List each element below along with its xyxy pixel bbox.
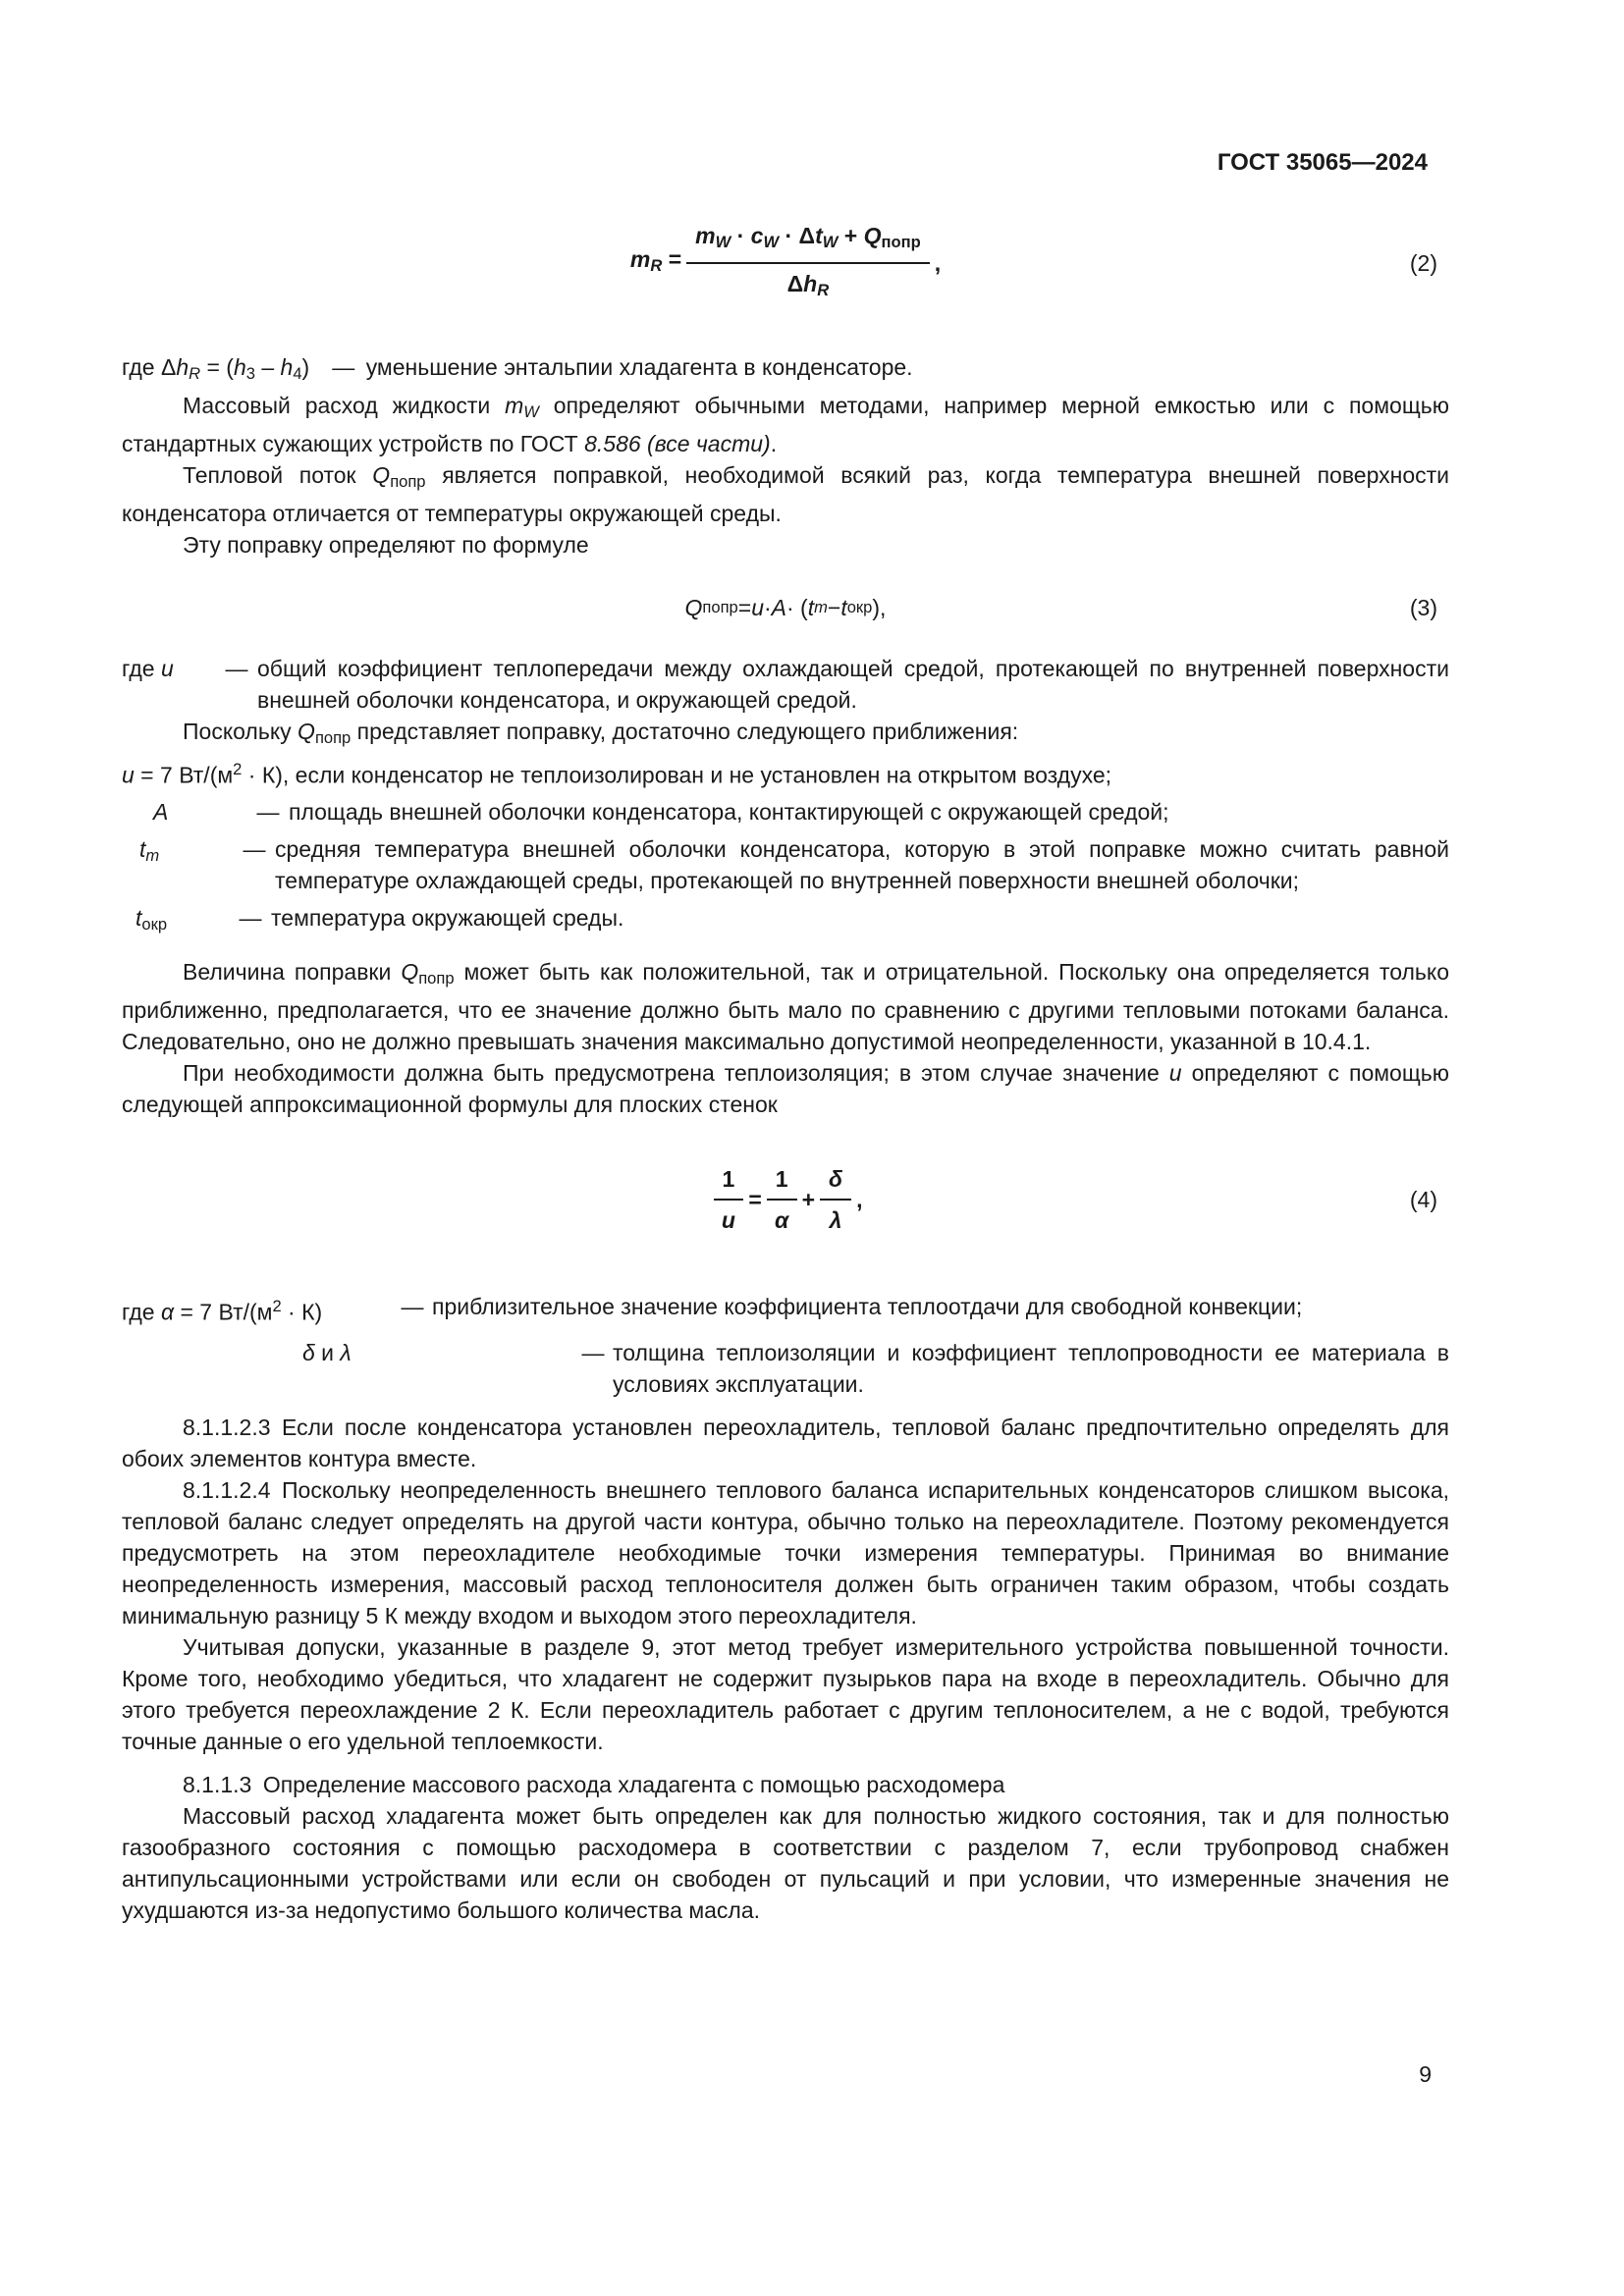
paragraph-mass-flow: Массовый расход жидкости mW определяют обычными методами, например мерной емкостью или с помощью стандартных сужающих устройств по ГОСТ 8.586 (все части). (122, 392, 1449, 456)
paragraph-formula3-intro: Эту поправку определяют по формуле (183, 531, 589, 558)
definition-u (122, 653, 1449, 716)
where-clause-formula-2: где ΔhR = (h3 – h4) — уменьшение энтальпии хладагента в конденсаторе. (122, 353, 913, 383)
formula-3-equation: Q попр = u · A · ( t m − t окр ), (684, 594, 887, 620)
section-8-1-1-2-3: 8.1.1.2.3 Если после конденсатора установлен переохладитель, тепловой баланс предпочтительно определять для обоих элементов контура вместе. (122, 1415, 1449, 1472)
definition-tm-dash: — (243, 836, 266, 863)
formula-3 (122, 582, 1449, 633)
definition-delta-lambda (122, 1337, 1449, 1400)
formula-4-frac2-num: 1 (767, 1163, 797, 1201)
formula-2-lhs: mR = (629, 246, 682, 276)
paragraph-uchityvaya: Учитывая допуски, указанные в разделе 9, этот метод требует измерительного устройства повышенной точности. Кроме того, необходимо убедиться, что хладагент не содержит пузырьков пара на входе в переохладитель. Обычно для этого требуется переохлаждение 2 К. Если переохладитель работает с другим теплоносителем, а не с водой, требуются точные данные о его удельной теплоемкости. (122, 1634, 1449, 1755)
definition-alpha-dash: — (401, 1294, 424, 1320)
definition-delta-lambda-dash: — (581, 1340, 605, 1366)
section-8-1-1-3: 8.1.1.3 Определение массового расхода хладагента с помощью расходомера (183, 1772, 1005, 1798)
formula-4-fraction-3 (820, 1163, 851, 1236)
section-8-1-1-2-4: 8.1.1.2.4 Поскольку неопределенность внешнего теплового баланса испарительных конденсаторов слишком высока, тепловой баланс следует определять на другой части контура, обычно только на переохладителе. Поэтому рекомендуется предусмотреть на этом переохладителе необходимые точки измерения температуры. Принимая во внимание неопределенность измерения, массовый расход теплоносителя должен быть ограничен таким образом, чтобы создать минимальную разницу 5 К между входом и выходом этого переохладителя. (122, 1477, 1449, 1629)
formula-2 (122, 218, 1449, 308)
page-number: 9 (1419, 2061, 1432, 2087)
definition-delta-lambda-symbol: δ и λ (302, 1340, 352, 1366)
formula-3-number: (3) (1409, 594, 1437, 620)
formula-4 (122, 1163, 1449, 1236)
definition-tokr-text: температура окружающей среды. (271, 905, 624, 932)
definition-u-text: общий коэффициент теплопередачи между охлаждающей средой, протекающей по внутренней поверхности внешней оболочки конденсатора, и окружающей средой. (257, 655, 1449, 713)
line-u-equals-7: u = 7 $Вт/(м^2 \cdot К)$, если конденсатор не теплоизолирован и не установлен на открытом воздухе; (122, 759, 1112, 788)
definition-u-dash: — (225, 655, 248, 681)
formula-2-fraction (686, 220, 930, 306)
formula-2-numerator: mW · cW · ΔtW + Qпопр (686, 220, 930, 264)
formula-4-frac1-num: 1 (714, 1163, 744, 1201)
definition-u-symbol: где u (122, 655, 174, 681)
definition-area-text: площадь внешней оболочки конденсатора, контактирующей с окружающей средой; (289, 799, 1169, 826)
definition-delta-lambda-text: толщина теплоизоляции и коэффициент теплопроводности ее материала в условиях эксплуатации. (613, 1340, 1449, 1398)
formula-4-fraction-1 (714, 1163, 744, 1236)
paragraph-poskolku: Поскольку Qпопр представляет поправку, достаточно следующего приближения: (183, 718, 1019, 747)
formula-4-comma: , (856, 1187, 863, 1213)
formula-4-equation (709, 1163, 863, 1236)
formula-4-frac2-den: α (775, 1207, 789, 1234)
definition-alpha-text: приблизительное значение коэффициента теплоотдачи для свободной конвекции; (432, 1294, 1303, 1320)
formula-4-equals: = (748, 1187, 762, 1213)
formula-4-number: (4) (1409, 1187, 1437, 1213)
definition-area (122, 796, 1449, 828)
formula-2-comma: , (934, 249, 942, 276)
formula-4-frac3-num: δ (820, 1163, 851, 1201)
definition-alpha-symbol: где α = 7 $Вт/(м^2 \cdot К)$ (122, 1297, 323, 1325)
document-content (122, 147, 1449, 1926)
definition-tokr-symbol: tокр (135, 905, 168, 934)
paragraph-heat-flux: Тепловой поток Qпопр является поправкой, необходимой всякий раз, когда температура внешней поверхности конденсатора отличается от температуры окружающей среды. (122, 461, 1449, 526)
formula-2-equation (630, 220, 941, 306)
definition-alpha (122, 1291, 1449, 1327)
definition-tm-symbol: tm (139, 836, 160, 866)
formula-4-frac1-den: u (721, 1207, 735, 1234)
definition-tm-text: средняя температура внешней оболочки конденсатора, которую в этой поправке можно считать равной температуре охлаждающей среды, протекающей по внутренней поверхности внешней оболочки; (275, 836, 1449, 894)
definition-area-dash: — (256, 799, 280, 826)
definition-area-symbol: A (153, 799, 169, 826)
paragraph-velichina: Величина поправки Qпопр может быть как положительной, так и отрицательной. Поскольку она определяется только приближенно, предполагается, что ее значение должно быть мало по сравнению с другими тепловыми потоками баланса. Следовательно, оно не должно превышать значения максимально допустимой неопределенности, указанной в 10.4.1. (122, 959, 1449, 1055)
formula-4-fraction-2 (767, 1163, 797, 1236)
definition-tokr-dash: — (239, 905, 262, 932)
formula-2-denominator: ΔhR (786, 270, 830, 299)
document-header: ГОСТ 35065—2024 (1217, 149, 1428, 176)
formula-4-plus: + (801, 1187, 816, 1213)
definition-tokr (122, 902, 1449, 940)
formula-4-frac3-den: λ (829, 1207, 842, 1234)
definition-tm (122, 833, 1449, 896)
paragraph-mass-flow-meter: Массовый расход хладагента может быть определен как для полностью жидкого состояния, так и для полностью газообразного состояния с помощью расходомера в соответствии с разделом 7, если трубопровод снабжен антипульсационными устройствами или если он свободен от пульсаций и при условии, что измеренные значения не ухудшаются из-за недопустимо большого количества масла. (122, 1803, 1449, 1924)
formula-2-number: (2) (1409, 249, 1437, 276)
paragraph-pri-neobhodimosti: При необходимости должна быть предусмотрена теплоизоляция; в этом случае значение u определяют с помощью следующей аппроксимационной формулы для плоских стенок (122, 1060, 1449, 1118)
